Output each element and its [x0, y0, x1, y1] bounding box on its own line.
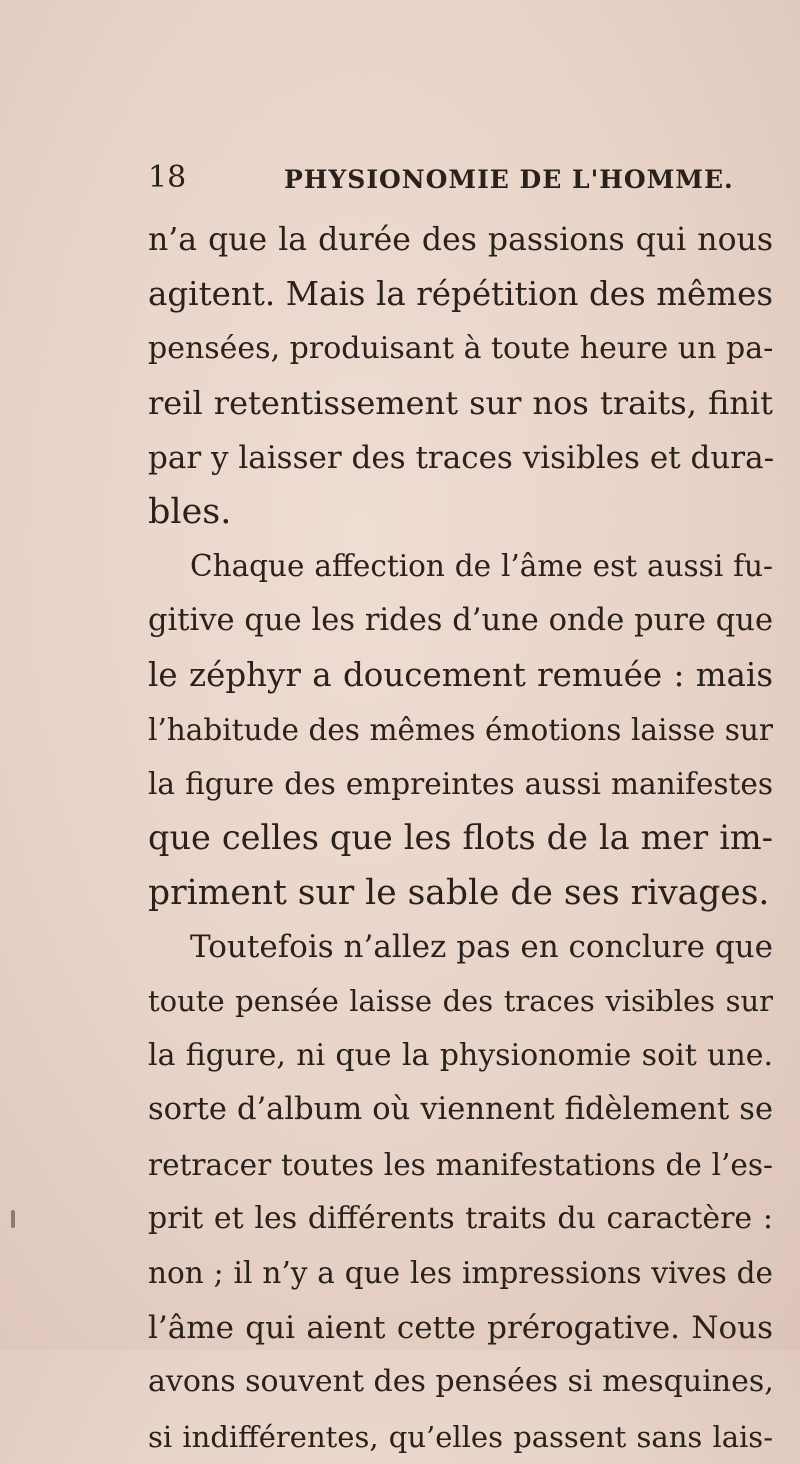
text-line: toute pensée laisse des traces visibles sur	[148, 984, 773, 1019]
text-line: la figure des empreintes aussi manifestes	[148, 766, 773, 801]
text-line: agitent. Mais la répétition des mêmes	[148, 275, 773, 314]
text-line: reil retentissement sur nos traits, finit	[148, 384, 773, 423]
text-line: sorte d’album où viennent fidèlement se	[148, 1092, 773, 1128]
text-line: l’âme qui aient cette prérogative. Nous	[148, 1309, 773, 1346]
text-line: pensées, produisant à toute heure un pa-	[148, 330, 774, 366]
text-line: prit et les différents traits du caractère :	[148, 1201, 773, 1237]
text-line: non ; il n’y a que les impressions vives de	[148, 1256, 773, 1291]
margin-mark	[11, 1210, 15, 1228]
text-line: la figure, ni que la physionomie soit une.	[148, 1037, 773, 1073]
text-line: si indifférentes, qu’elles passent sans lais-	[148, 1419, 773, 1454]
text-line: priment sur le sable de ses rivages.	[148, 872, 770, 913]
text-line: Toutefois n’allez pas en conclure que	[190, 929, 773, 966]
text-line: le zéphyr a doucement remuée : mais	[148, 656, 773, 695]
text-line: que celles que les flots de la mer im-	[148, 818, 773, 858]
page-number: 18	[148, 160, 187, 195]
text-line: Chaque affection de l’âme est aussi fu-	[190, 549, 773, 584]
running-head: PHYSIONOMIE DE L'HOMME.	[284, 165, 734, 194]
body-text	[148, 213, 773, 1464]
text-line: par y laisser des traces visibles et dura-	[148, 439, 775, 476]
text-line: gitive que les rides d’une onde pure que	[148, 602, 773, 638]
text-line: retracer toutes les manifestations de l’es-	[148, 1147, 773, 1182]
page-header	[148, 160, 768, 196]
text-line: n’a que la durée des passions qui nous	[148, 222, 773, 258]
text-line: avons souvent des pensées si mesquines,	[148, 1364, 774, 1400]
text-line: l’habitude des mêmes émotions laisse sur	[148, 712, 773, 747]
text-line: bles.	[148, 491, 232, 532]
